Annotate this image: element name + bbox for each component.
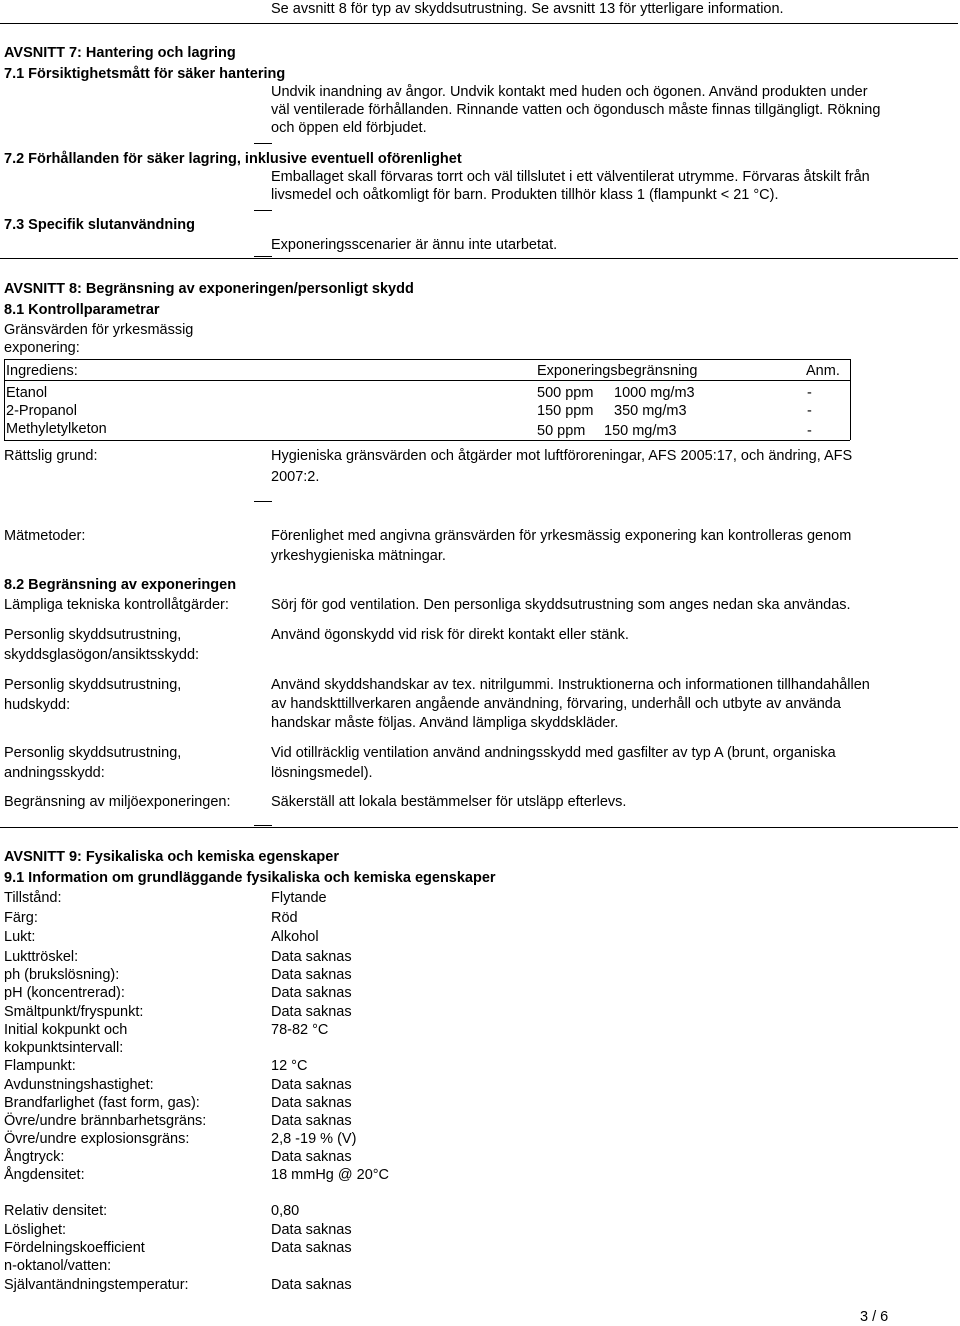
- property-label: Ångdensitet:: [4, 1167, 85, 1183]
- subsection-7-1-text: Undvik inandning av ångor. Undvik kontakt med huden och ögonen. Använd produkten under väl ventilerade förhållanden. Rinnande vatten och ögondusch måste finnas tillgängligt. Rökning och öppen eld förbjudet.: [271, 84, 881, 136]
- property-value: Flytande: [271, 890, 327, 906]
- top-note: Se avsnitt 8 för typ av skyddsutrustning. Se avsnitt 13 för ytterligare information.: [271, 1, 784, 17]
- page-number: 3 / 6: [860, 1309, 889, 1325]
- property-value: 2,8 -19 % (V): [271, 1131, 357, 1147]
- property-value: Alkohol: [271, 929, 319, 945]
- subsection-7-3-title: 7.3 Specifik slutanvändning: [4, 217, 195, 233]
- methods-text: Förenlighet med angivna gränsvärden för yrkesmässig exponering kan kontrolleras genom yrkeshygieniska mätningar.: [271, 528, 852, 564]
- property-label: Övre/undre brännbarhetsgräns:: [4, 1113, 207, 1129]
- property-label: Fördelningskoefficient n-oktanol/vatten:: [4, 1240, 145, 1274]
- property-label: Självantändningstemperatur:: [4, 1277, 189, 1293]
- property-value: Data saknas: [271, 1277, 352, 1293]
- property-label: Lukttröskel:: [4, 949, 79, 965]
- column-header: Exponeringsbegränsning: [537, 363, 698, 379]
- column-header: Ingrediens:: [6, 363, 78, 379]
- property-value: 12 °C: [271, 1058, 308, 1074]
- subsection-8-2-title: 8.2 Begränsning av exponeringen: [4, 577, 237, 593]
- property-label: Smältpunkt/fryspunkt:: [4, 1004, 144, 1020]
- property-value: Data saknas: [271, 1004, 352, 1020]
- property-value: Data saknas: [271, 967, 352, 983]
- property-value: Data saknas: [271, 1113, 352, 1129]
- legal-basis-label: Rättslig grund:: [4, 448, 98, 464]
- property-label: Initial kokpunkt och kokpunktsintervall:: [4, 1022, 128, 1056]
- subsection-9-1-title: 9.1 Information om grundläggande fysikaliska och kemiska egenskaper: [4, 870, 496, 886]
- property-label: Brandfarlighet (fast form, gas):: [4, 1095, 200, 1111]
- subsection-7-1-title: 7.1 Försiktighetsmått för säker hantering: [4, 66, 286, 82]
- column-header: Anm.: [806, 363, 840, 379]
- property-label: pH (koncentrerad):: [4, 985, 125, 1001]
- divider-tick: [254, 501, 272, 502]
- methods-label: Mätmetoder:: [4, 528, 86, 544]
- property-value: 18 mmHg @ 20°C: [271, 1167, 390, 1183]
- property-label: Lukt:: [4, 929, 36, 945]
- limits-label: Gränsvärden för yrkesmässig exponering:: [4, 322, 194, 356]
- divider-tick: [254, 825, 272, 826]
- property-value: Data saknas: [271, 1077, 352, 1093]
- section-8-title: AVSNITT 8: Begränsning av exponeringen/personligt skydd: [4, 281, 414, 297]
- section-9-title: AVSNITT 9: Fysikaliska och kemiska egenskaper: [4, 849, 340, 865]
- divider-tick: [254, 256, 272, 257]
- property-label: Avdunstningshastighet:: [4, 1077, 154, 1093]
- property-value: 0,80: [271, 1203, 300, 1219]
- property-label: Flampunkt:: [4, 1058, 76, 1074]
- property-label: Färg:: [4, 910, 38, 926]
- property-label: ph (brukslösning):: [4, 967, 120, 983]
- property-value: 78-82 °C: [271, 1022, 329, 1038]
- property-value: Data saknas: [271, 949, 352, 965]
- property-label: Övre/undre explosionsgräns:: [4, 1131, 190, 1147]
- divider: [0, 258, 958, 259]
- property-label: Relativ densitet:: [4, 1203, 108, 1219]
- subsection-8-1-title: 8.1 Kontrollparametrar: [4, 302, 160, 318]
- divider-tick: [254, 210, 272, 211]
- property-label: Ångtryck:: [4, 1149, 65, 1165]
- subsection-7-2-title: 7.2 Förhållanden för säker lagring, inklusive eventuell oförenlighet: [4, 151, 462, 167]
- sds-page: Se avsnitt 8 för typ av skyddsutrustning. Se avsnitt 13 för ytterligare information. AVSNITT 7: Hantering och lagring 7.1 Försiktighetsmått för säker hantering Undvik inandning av ångor. Undvik kontakt med huden och ögonen. Använd produkten under väl ventilerade förhållanden. Rinnande vatten och ögondusch måste finnas tillgängligt. Rökning och öppen eld förbjudet. 7.2 Förhållanden för säker lagring, inklusive eventuell oförenlighet Emballaget skall förvaras torrt och väl tillslutet i ett välventilerat utrymme. Förvaras åtskilt från livsmedel och oåtkomligt för barn. Produkten tillhör klass 1 (flampunkt < 21 °C). 7.3 Specifik slutanvändning Exponeringsscenarier är ännu inte utarbetat. AVSNITT 8: Begränsning av exponeringen/personligt skydd 8.1 Kontrollparametrar Gränsvärden för yrkesmässig exponering: Ingrediens: Exponeringsbegränsning Anm. Etanol 500 ppm 1000 mg/m3 - 2-Propanol 150 ppm 350 mg/m3 - Methyletylketon 50 ppm 150 mg/m3 - Rättslig grund: Hygieniska gränsvärden och åtgärder mot luftföroreningar, AFS 2005:17, och ändring, AFS 2007:2. Mätmetoder: Förenlighet med angivna gränsvärden för yrkesmässig exponering kan kontrolleras genom yrkeshygieniska mätningar. 8.2 Begränsning av exponeringen Lämpliga tekniska kontrollåtgärder: Sörj för god ventilation. Den personliga skyddsutrustning som anges nedan ska användas. Personlig skyddsutrustning, skyddsglasögon/ansiktsskydd: Använd ögonskydd vid risk för direkt kontakt eller stänk. Personlig skyddsutrustning, hudskydd: Använd skyddshandskar av tex. nitrilgummi. Instruktionerna och informationen tillhandahållen av handskttillverkaren angående användning, förvaring, underhåll och utbyte av använda handskar måste följas. Använd lämpliga skyddskläder. Personlig skyddsutrustning, andningsskydd: Vid otillräcklig ventilation använd andningsskydd med gasfilter av typ A (brunt, organiska lösningsmedel). Begränsning av miljöexponeringen: Säkerställ att lokala bestämmelser för utsläpp efterlevs. AVSNITT 9: Fysikaliska och kemiska egenskaper 9.1 Information om grundläggande fysikaliska och kemiska egenskaper Tillstånd: Flytande Färg: Röd Lukt: Alkohol Lukttröskel: Data saknas ph (brukslösning): Data saknas pH (koncentrerad): Data saknas Smältpunkt/fryspunkt: Data saknas Initial kokpunkt och kokpunktsintervall: 78-82 °C Flampunkt: 12 °C Avdunstningshastighet: Data saknas Brandfarlighet (fast form, gas): Data saknas Övre/undre brännbarhetsgräns: Data saknas Övre/undre explosionsgräns: 2,8 -19 % (V) Ångtryck: Data saknas Ångdensitet: 18 mmHg @ 20°C Relativ densitet: 0,80 Löslighet: Data saknas Fördelningskoefficient n-oktanol/vatten: Data saknas Självantändningstemperatur: Data saknas 3 / 6: [0, 0, 960, 1326]
- property-value: Data saknas: [271, 1095, 352, 1111]
- property-value: Data saknas: [271, 1222, 352, 1238]
- divider-tick: [254, 143, 272, 144]
- divider: [0, 827, 958, 828]
- property-label: Löslighet:: [4, 1222, 67, 1238]
- property-label: Tillstånd:: [4, 890, 62, 906]
- divider: [0, 23, 958, 24]
- property-value: Data saknas: [271, 1149, 352, 1165]
- subsection-7-2-text: Emballaget skall förvaras torrt och väl tillslutet i ett välventilerat utrymme. Förvaras åtskilt från livsmedel och oåtkomligt för barn. Produkten tillhör klass 1 (flampunkt < 21 °C).: [271, 169, 870, 203]
- property-value: Röd: [271, 910, 298, 926]
- section-7-title: AVSNITT 7: Hantering och lagring: [4, 45, 236, 61]
- subsection-7-3-text: Exponeringsscenarier är ännu inte utarbetat.: [271, 237, 558, 253]
- legal-basis-text: Hygieniska gränsvärden och åtgärder mot luftföroreningar, AFS 2005:17, och ändring, AFS 2007:2.: [271, 448, 853, 485]
- property-value: Data saknas: [271, 1240, 352, 1256]
- property-value: Data saknas: [271, 985, 352, 1001]
